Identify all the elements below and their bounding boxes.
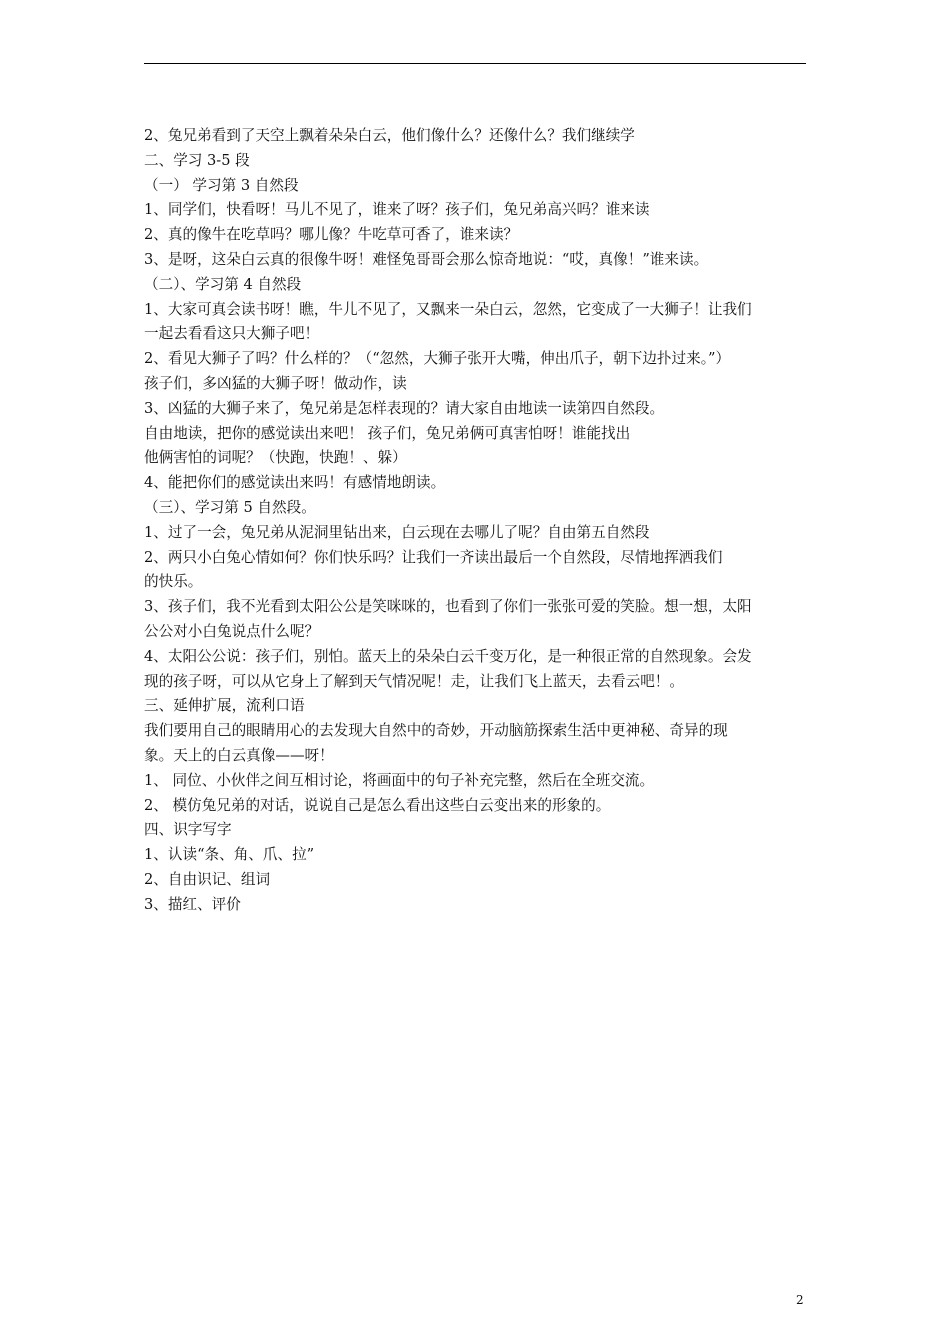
- text-line: 2、两只小白兔心情如何？你们快乐吗？让我们一齐读出最后一个自然段，尽情地挥洒我们: [144, 548, 723, 566]
- text-line: 公公对小白兔说点什么呢？: [144, 622, 320, 640]
- text-line: 一起去看看这只大狮子吧！: [144, 325, 320, 343]
- text-line: 3、是呀，这朵白云真的很像牛呀！难怪兔哥哥会那么惊奇地说：“哎，真像！”谁来读。: [144, 250, 709, 268]
- section-heading: 四、识字写字: [144, 821, 232, 839]
- text-line: 1、 同位、小伙伴之间互相讨论，将画面中的句子补充完整，然后在全班交流。: [144, 771, 655, 789]
- text-line: 自由地读，把你的感觉读出来吧！ 孩子们，兔兄弟俩可真害怕呀！谁能找出: [144, 424, 631, 442]
- text-line: 2、 模仿兔兄弟的对话，说说自己是怎么看出这些白云变出来的形象的。: [144, 796, 611, 814]
- subsection-heading: （三）、学习第 5 自然段。: [144, 498, 316, 516]
- header-rule: [144, 63, 806, 64]
- text-line: 4、太阳公公说：孩子们，别怕。蓝天上的朵朵白云千变万化，是一种很正常的自然现象。会发: [144, 647, 752, 665]
- text-line: 象。天上的白云真像——呀！: [144, 746, 334, 764]
- text-line: 1、大家可真会读书呀！瞧，牛儿不见了，又飘来一朵白云，忽然，它变成了一大狮子！让我们: [144, 300, 752, 318]
- section-heading: 三、延伸扩展，流利口语: [144, 697, 305, 715]
- subsection-heading: （一） 学习第 3 自然段: [144, 176, 299, 194]
- text-line: 他俩害怕的词呢？（快跑，快跑！、躲）: [144, 449, 407, 467]
- text-line: 2、兔兄弟看到了天空上飘着朵朵白云，他们像什么？还像什么？我们继续学: [144, 127, 635, 144]
- document-body: [144, 124, 806, 918]
- text-line: 2、看见大狮子了吗？什么样的？（“忽然，大狮子张开大嘴，伸出爪子，朝下边扑过来。”）: [144, 350, 731, 368]
- text-line: 3、描红、评价: [144, 895, 241, 913]
- text-line: 1、过了一会，兔兄弟从泥洞里钻出来，白云现在去哪儿了呢？自由第五自然段: [144, 523, 650, 541]
- text-line: 3、孩子们，我不光看到太阳公公是笑咪咪的，也看到了你们一张张可爱的笑脸。想一想，太阳: [144, 598, 752, 616]
- page-number: 2: [796, 1293, 804, 1307]
- text-line: 1、认读“条、角、爪、拉”: [144, 846, 315, 864]
- text-line: 我们要用自己的眼睛用心的去发现大自然中的奇妙，开动脑筋探索生活中更神秘、奇异的现: [144, 722, 728, 740]
- text-line: 2、真的像牛在吃草吗？哪儿像？牛吃草可香了，谁来读？: [144, 226, 519, 244]
- subsection-heading: （二）、学习第 4 自然段: [144, 275, 302, 293]
- section-heading: 二、学习 3-5 段: [144, 151, 250, 169]
- text-line: 3、凶猛的大狮子来了，兔兄弟是怎样表现的？请大家自由地读一读第四自然段。: [144, 399, 665, 417]
- text-line: 4、能把你们的感觉读出来吗！有感情地朗读。: [144, 474, 446, 492]
- text-line: 现的孩子呀，可以从它身上了解到天气情况呢！走，让我们飞上蓝天，去看云吧！。: [144, 672, 684, 690]
- text-line: 的快乐。: [144, 573, 203, 591]
- text-line: 孩子们，多凶猛的大狮子呀！做动作，读: [144, 374, 407, 392]
- text-line: 1、同学们，快看呀！马儿不见了，谁来了呀？孩子们，兔兄弟高兴吗？谁来读: [144, 201, 650, 219]
- text-line: 2、自由识记、组词: [144, 870, 271, 888]
